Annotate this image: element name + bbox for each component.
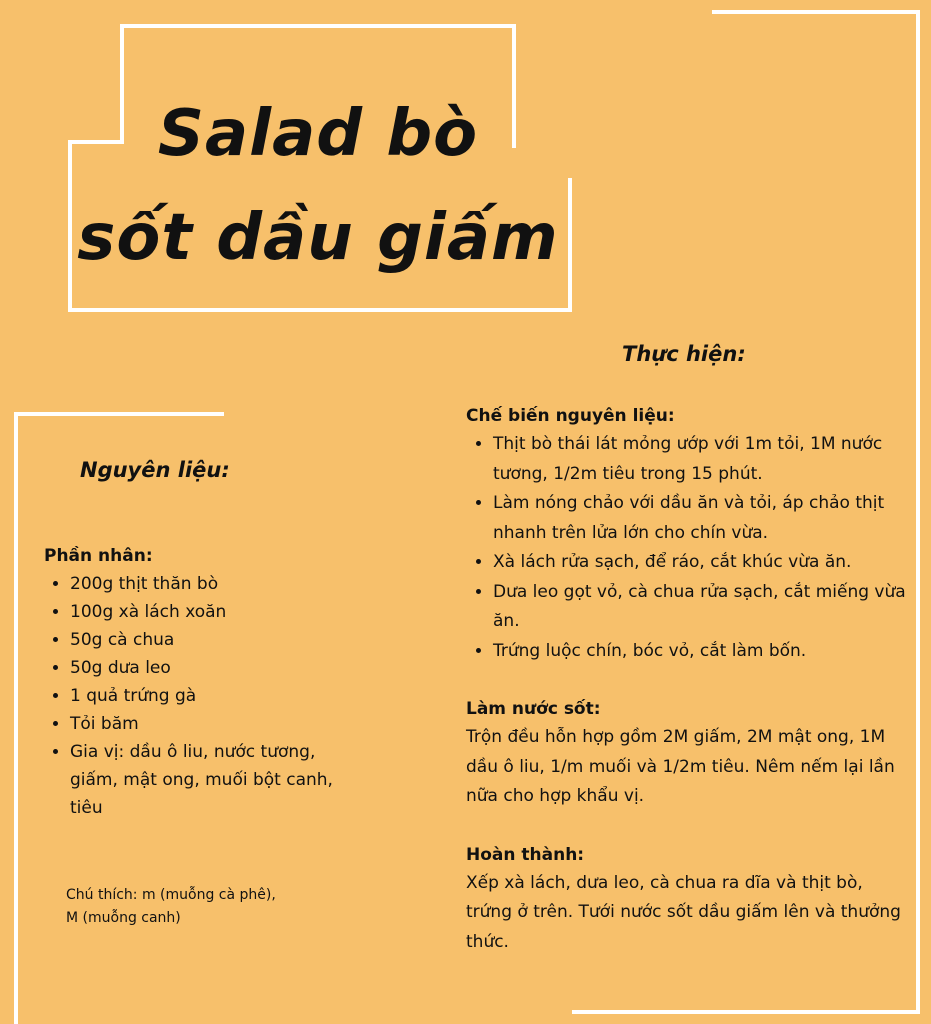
right-frame-bottom [572,1010,920,1014]
filling-label: Phần nhân: [44,546,153,566]
title-line-2: sốt dầu giấm [77,201,559,275]
ingredients-section [44,542,364,822]
title-frame-bottom [68,308,572,312]
page-title [68,82,568,290]
prep-step: • Thịt bò thái lát mỏng ướp với 1m tỏi, 1M nước tương, 1/2m tiêu trong 15 phút. [493,430,906,489]
prep-step: • Dưa leo gọt vỏ, cà chua rửa sạch, cắt miếng vừa ăn. [493,578,906,637]
ingredient-item: • 1 quả trứng gà [70,682,364,710]
prep-step: • Xà lách rửa sạch, để ráo, cắt khúc vừa ăn. [493,548,906,578]
prep-step: • Làm nóng chảo với dầu ăn và tỏi, áp chảo thịt nhanh trên lửa lớn cho chín vừa. [493,489,906,548]
sauce-text: Trộn đều hỗn hợp gồm 2M giấm, 2M mật ong, 1M dầu ô liu, 1/m muối và 1/2m tiêu. Nêm nếm lại lần nữa cho hợp khẩu vị. [466,727,895,806]
ingredient-item: • 200g thịt thăn bò [70,570,364,598]
prep-step: • Trứng luộc chín, bóc vỏ, cắt làm bốn. [493,637,906,667]
method-heading: Thực hiện: [622,342,746,366]
ingredients-list [44,570,364,822]
sauce-label: Làm nước sốt: [466,699,601,719]
ingredient-item: • Tỏi băm [70,710,364,738]
right-frame-side [916,10,920,1014]
ingredient-item: • 50g cà chua [70,626,364,654]
ingredients-heading: Nguyên liệu: [80,458,230,482]
left-frame-side [14,412,18,1024]
title-line-1: Salad bò [157,97,479,171]
ingredient-item: • 50g dưa leo [70,654,364,682]
left-frame-top [14,412,224,416]
ingredient-item: • Gia vị: dầu ô liu, nước tương, giấm, mật ong, muối bột canh, tiêu [70,738,364,822]
units-note [66,884,346,930]
units-note-line-1: Chú thích: m (muỗng cà phê), [66,887,276,903]
units-note-line-2: M (muỗng canh) [66,910,181,926]
prep-label: Chế biến nguyên liệu: [466,406,675,426]
prep-steps-list [466,430,906,666]
finish-text: Xếp xà lách, dưa leo, cà chua ra dĩa và thịt bò, trứng ở trên. Tưới nước sốt dầu giấm lên và thưởng thức. [466,872,901,952]
finish-label: Hoàn thành: [466,844,585,865]
right-frame-top [712,10,920,14]
title-frame-top [120,24,516,28]
method-section [466,402,906,957]
ingredient-item: • 100g xà lách xoăn [70,598,364,626]
title-frame-right-lower [568,178,572,312]
